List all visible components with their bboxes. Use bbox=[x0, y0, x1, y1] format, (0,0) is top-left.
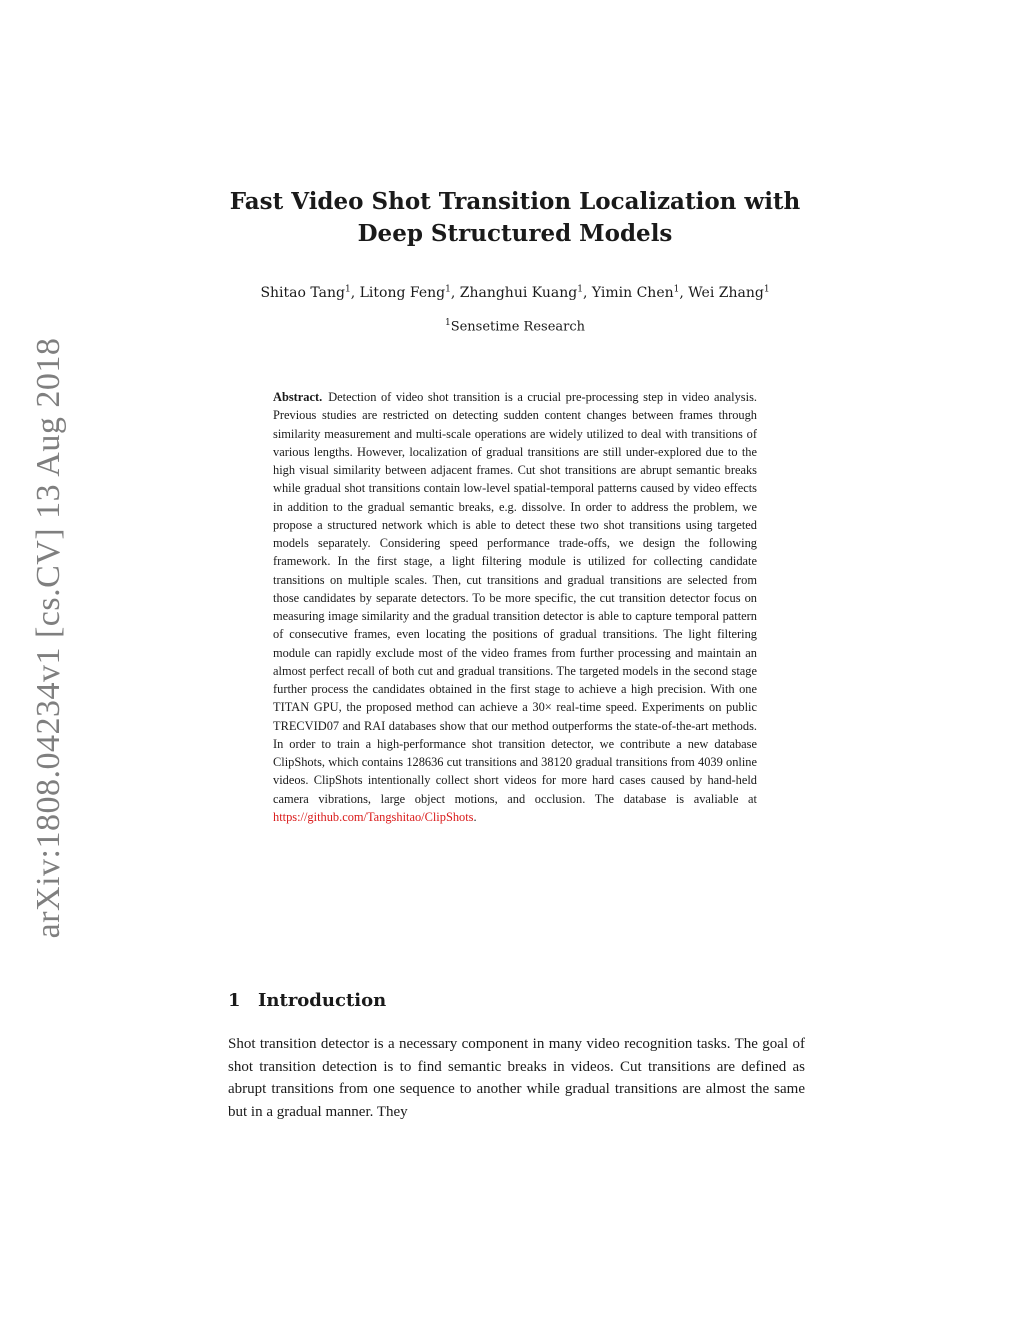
section-number: 1 bbox=[228, 990, 241, 1011]
clipshots-link[interactable]: https://github.com/Tangshitao/ClipShots bbox=[273, 809, 474, 824]
author: Wei Zhang$^1$ bbox=[688, 284, 770, 301]
author: Yimin Chen$^1$, bbox=[591, 284, 689, 301]
author: Zhanghui Kuang$^1$, bbox=[459, 284, 592, 301]
title-line-2: Deep Structured Models bbox=[357, 220, 673, 247]
section-title: Introduction bbox=[258, 990, 387, 1011]
paper-title bbox=[200, 186, 830, 250]
abstract-label: Abstract. bbox=[273, 390, 323, 404]
section-heading-introduction bbox=[228, 990, 386, 1011]
title-line-1: Fast Video Shot Transition Localization with bbox=[229, 188, 801, 215]
abstract-text: Detection of video shot transition is a crucial pre-processing step in video analysis. Previous studies are restricted on detecting sudden content changes between frames through similarity measurement and multi-scale operations are widely utilized to deal with transitions of various lengths. However, localization of gradual transitions are still under-explored due to the high visual similarity between adjacent frames. Cut shot transitions are abrupt semantic breaks while gradual shot transitions contain low-level spatial-temporal patterns caused by video effects in addition to the gradual semantic breaks, e.g. dissolve. In order to address the problem, we propose a structured network which is able to detect these two shot transitions using targeted models separately. Considering speed performance trade-offs, we design the following framework. In the first stage, a light filtering module is utilized for collecting candidate transitions on multiple scales. Then, cut transitions and gradual transitions are selected from those candidates by separate detectors. To be more specific, the cut transition detector focus on measuring image similarity and the gradual transition detector is able to capture temporal pattern of consecutive frames, even locating the positions of gradual transitions. The light filtering module can rapidly exclude most of the video frames from further processing and maintain an almost perfect recall of both cut and gradual transitions. The targeted models in the second stage further process the candidates obtained in the first stage to achieve a high precision. With one TITAN GPU, the proposed method can achieve a 30× real-time speed. Experiments on public TRECVID07 and RAI databases show that our method outperforms the state-of-the-art methods. In order to train a high-performance shot transition detector, we contribute a new database ClipShots, which contains 128636 cut transitions and 38120 gradual transitions from 4039 online videos. ClipShots intentionally collect short videos for more hard cases caused by hand-held camera vibrations, large object motions, and occlusion. The database is avaliable at bbox=[273, 390, 757, 806]
author: Shitao Tang$^1$, bbox=[260, 284, 360, 301]
arxiv-identifier-stamp: arXiv:1808.04234v1 [cs.CV] 13 Aug 2018 bbox=[30, 337, 67, 939]
introduction-paragraph: Shot transition detector is a necessary component in many video recognition tasks. The goal of shot transition detection is to find semantic breaks in videos. Cut transitions are defined as abrupt transitions from one sequence to another while gradual transitions are almost the same but in a gradual manner. They bbox=[228, 1036, 805, 1120]
abstract: Abstract. Detection of video shot transition is a crucial pre-processing step in video analysis. Previous studies are restricted on detecting sudden content changes between frames through similarity measurement and multi-scale operations are widely utilized to deal with transitions of various lengths. However, localization of gradual transitions are still under-explored due to the high visual similarity between adjacent frames. Cut shot transitions are abrupt semantic breaks while gradual shot transitions contain low-level spatial-temporal patterns caused by video effects in addition to the gradual semantic breaks, e.g. dissolve. In order to address the problem, we propose a structured network which is able to detect these two shot transitions using targeted models separately. Considering speed performance trade-offs, we design the following framework. In the first stage, a light filtering module is utilized for collecting candidate transitions on multiple scales. Then, cut transitions and gradual transitions are selected from those candidates by separate detectors. To be more specific, the cut transition detector focus on measuring image similarity and the gradual transition detector is able to capture temporal pattern of consecutive frames, even locating the positions of gradual transitions. The light filtering module can rapidly exclude most of the video frames from further processing and maintain an almost perfect recall of both cut and gradual transitions. The targeted models in the second stage further process the candidates obtained in the first stage to achieve a high precision. With one TITAN GPU, the proposed method can achieve a 30× real-time speed. Experiments on public TRECVID07 and RAI databases show that our method outperforms the state-of-the-art methods. In order to train a high-performance shot transition detector, we contribute a new database ClipShots, which contains 128636 cut transitions and 38120 gradual transitions from 4039 online videos. ClipShots intentionally collect short videos for more hard cases caused by hand-held camera vibrations, large object motions, and occlusion. The database is avaliable at https://github.com/Tangshitao/ClipShots. bbox=[273, 390, 757, 824]
author-list bbox=[180, 284, 850, 301]
author: Litong Feng$^1$, bbox=[359, 284, 460, 301]
affiliation: $^1$Sensetime Research bbox=[444, 318, 586, 335]
